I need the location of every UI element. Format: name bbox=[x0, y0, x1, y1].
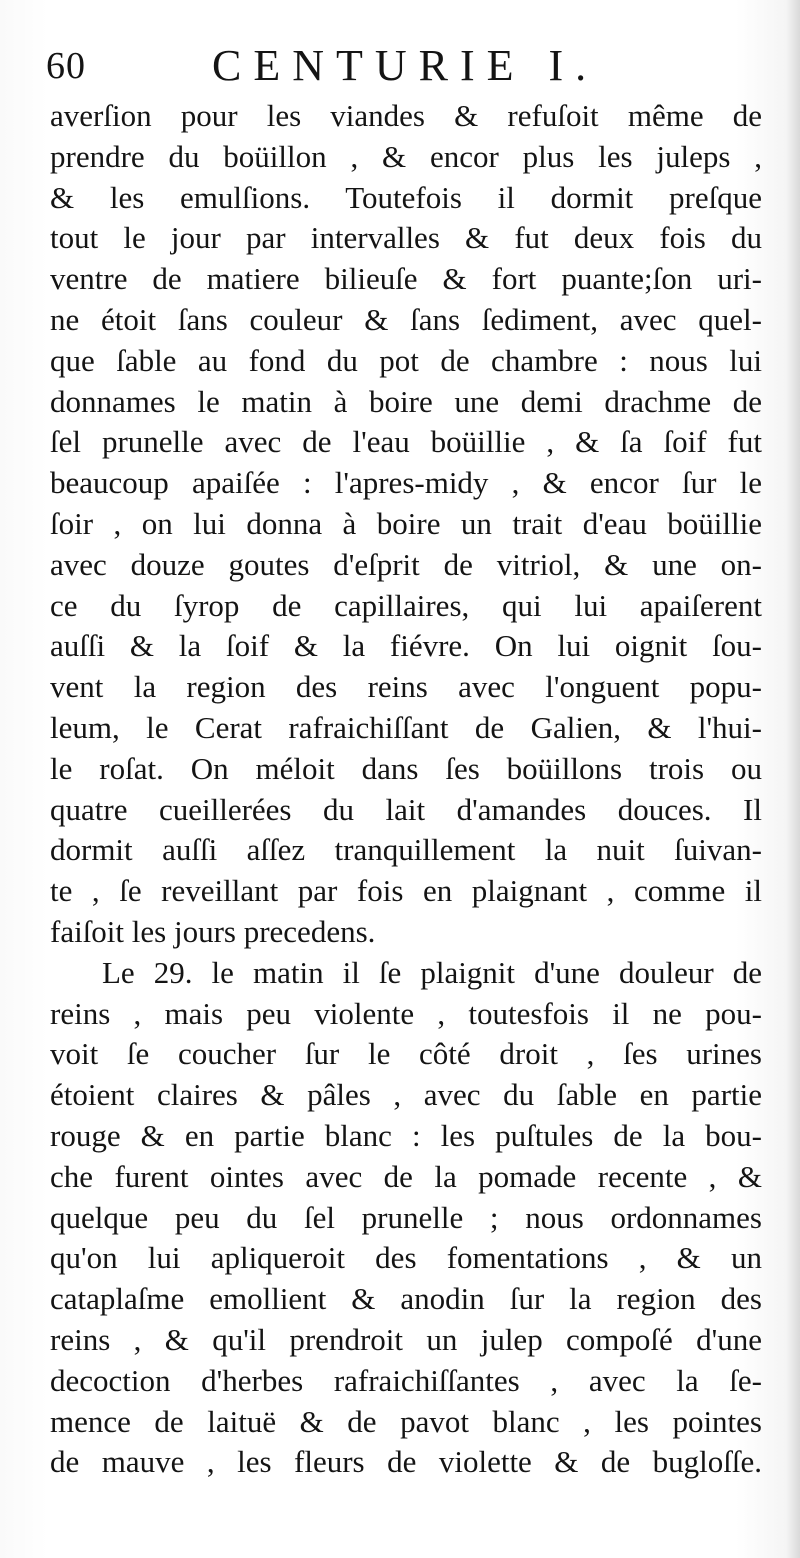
text-line: leum, le Cerat rafraichiſſant de Galien, & l'hui- bbox=[50, 709, 762, 745]
page-header bbox=[46, 40, 766, 100]
text-line: donnames le matin à boire une demi drachme de bbox=[50, 383, 762, 419]
text-line: ce du ſyrop de capillaires, qui lui apaiſerent bbox=[50, 587, 762, 623]
running-head: CENTURIE I. bbox=[212, 41, 599, 90]
text-line: vent la region des reins avec l'onguent popu- bbox=[50, 669, 762, 705]
text-line: cataplaſme emollient & anodin ſur la region des bbox=[50, 1281, 762, 1317]
text-line: rouge & en partie blanc : les puſtules de la bou- bbox=[50, 1117, 762, 1153]
page-number: 60 bbox=[46, 45, 86, 87]
text-line: che furent ointes avec de la pomade recente , & bbox=[50, 1158, 762, 1194]
text-line: beaucoup apaiſée : l'apres-midy , & encor ſur le bbox=[50, 465, 762, 501]
text-line: decoction d'herbes rafraichiſſantes , avec la ſe- bbox=[50, 1362, 762, 1398]
text-line: le roſat. On méloit dans ſes boüillons trois ou bbox=[50, 750, 762, 786]
text-line: mence de laituë & de pavot blanc , les pointes bbox=[50, 1403, 762, 1439]
paragraph-last-line: faiſoit les jours precedens. bbox=[50, 913, 376, 949]
text-line: avec douze goutes d'eſprit de vitriol, & une on- bbox=[50, 546, 762, 582]
text-line: qu'on lui apliqueroit des fomentations , & un bbox=[50, 1240, 762, 1276]
text-line: voit ſe coucher ſur le côté droit , ſes urines bbox=[50, 1036, 762, 1072]
text-line: averſion pour les viandes & refuſoit même de bbox=[50, 98, 762, 133]
page-gutter-shadow bbox=[786, 0, 800, 1558]
text-line: quelque peu du ſel prunelle ; nous ordonnames bbox=[50, 1199, 762, 1235]
text-line: ſel prunelle avec de l'eau boüillie , & ſa ſoif fut bbox=[50, 424, 762, 460]
text-line: reins , & qu'il prendroit un julep compoſé d'une bbox=[50, 1321, 762, 1357]
text-line: auſſi & la ſoif & la fiévre. On lui oignit ſou- bbox=[50, 628, 762, 664]
paragraph-first-line: Le 29. le matin il ſe plaignit d'une douleur de bbox=[102, 954, 762, 990]
text-line: dormit auſſi aſſez tranquillement la nuit ſuivan- bbox=[50, 832, 762, 868]
text-line: que ſable au fond du pot de chambre : nous lui bbox=[50, 342, 762, 378]
text-line: & les emulſions. Toutefois il dormit preſque bbox=[50, 179, 762, 215]
text-line: tout le jour par intervalles & fut deux fois du bbox=[50, 220, 762, 256]
text-line: étoient claires & pâles , avec du ſable en partie bbox=[50, 1077, 762, 1113]
body-text bbox=[50, 96, 762, 1483]
text-line: ventre de matiere bilieuſe & fort puante;ſon uri- bbox=[50, 261, 762, 297]
text-line: ſoir , on lui donna à boire un trait d'eau boüillie bbox=[50, 505, 762, 541]
text-line: prendre du boüillon , & encor plus les juleps , bbox=[50, 138, 762, 174]
text-line: te , ſe reveillant par fois en plaignant , comme il bbox=[50, 873, 762, 909]
text-line: de mauve , les fleurs de violette & de bugloſſe. bbox=[50, 1444, 762, 1480]
text-line: reins , mais peu violente , toutesfois il ne pou- bbox=[50, 995, 762, 1031]
text-line: ne étoit ſans couleur & ſans ſediment, avec quel- bbox=[50, 301, 762, 337]
text-line: quatre cueillerées du lait d'amandes douces. Il bbox=[50, 791, 762, 827]
